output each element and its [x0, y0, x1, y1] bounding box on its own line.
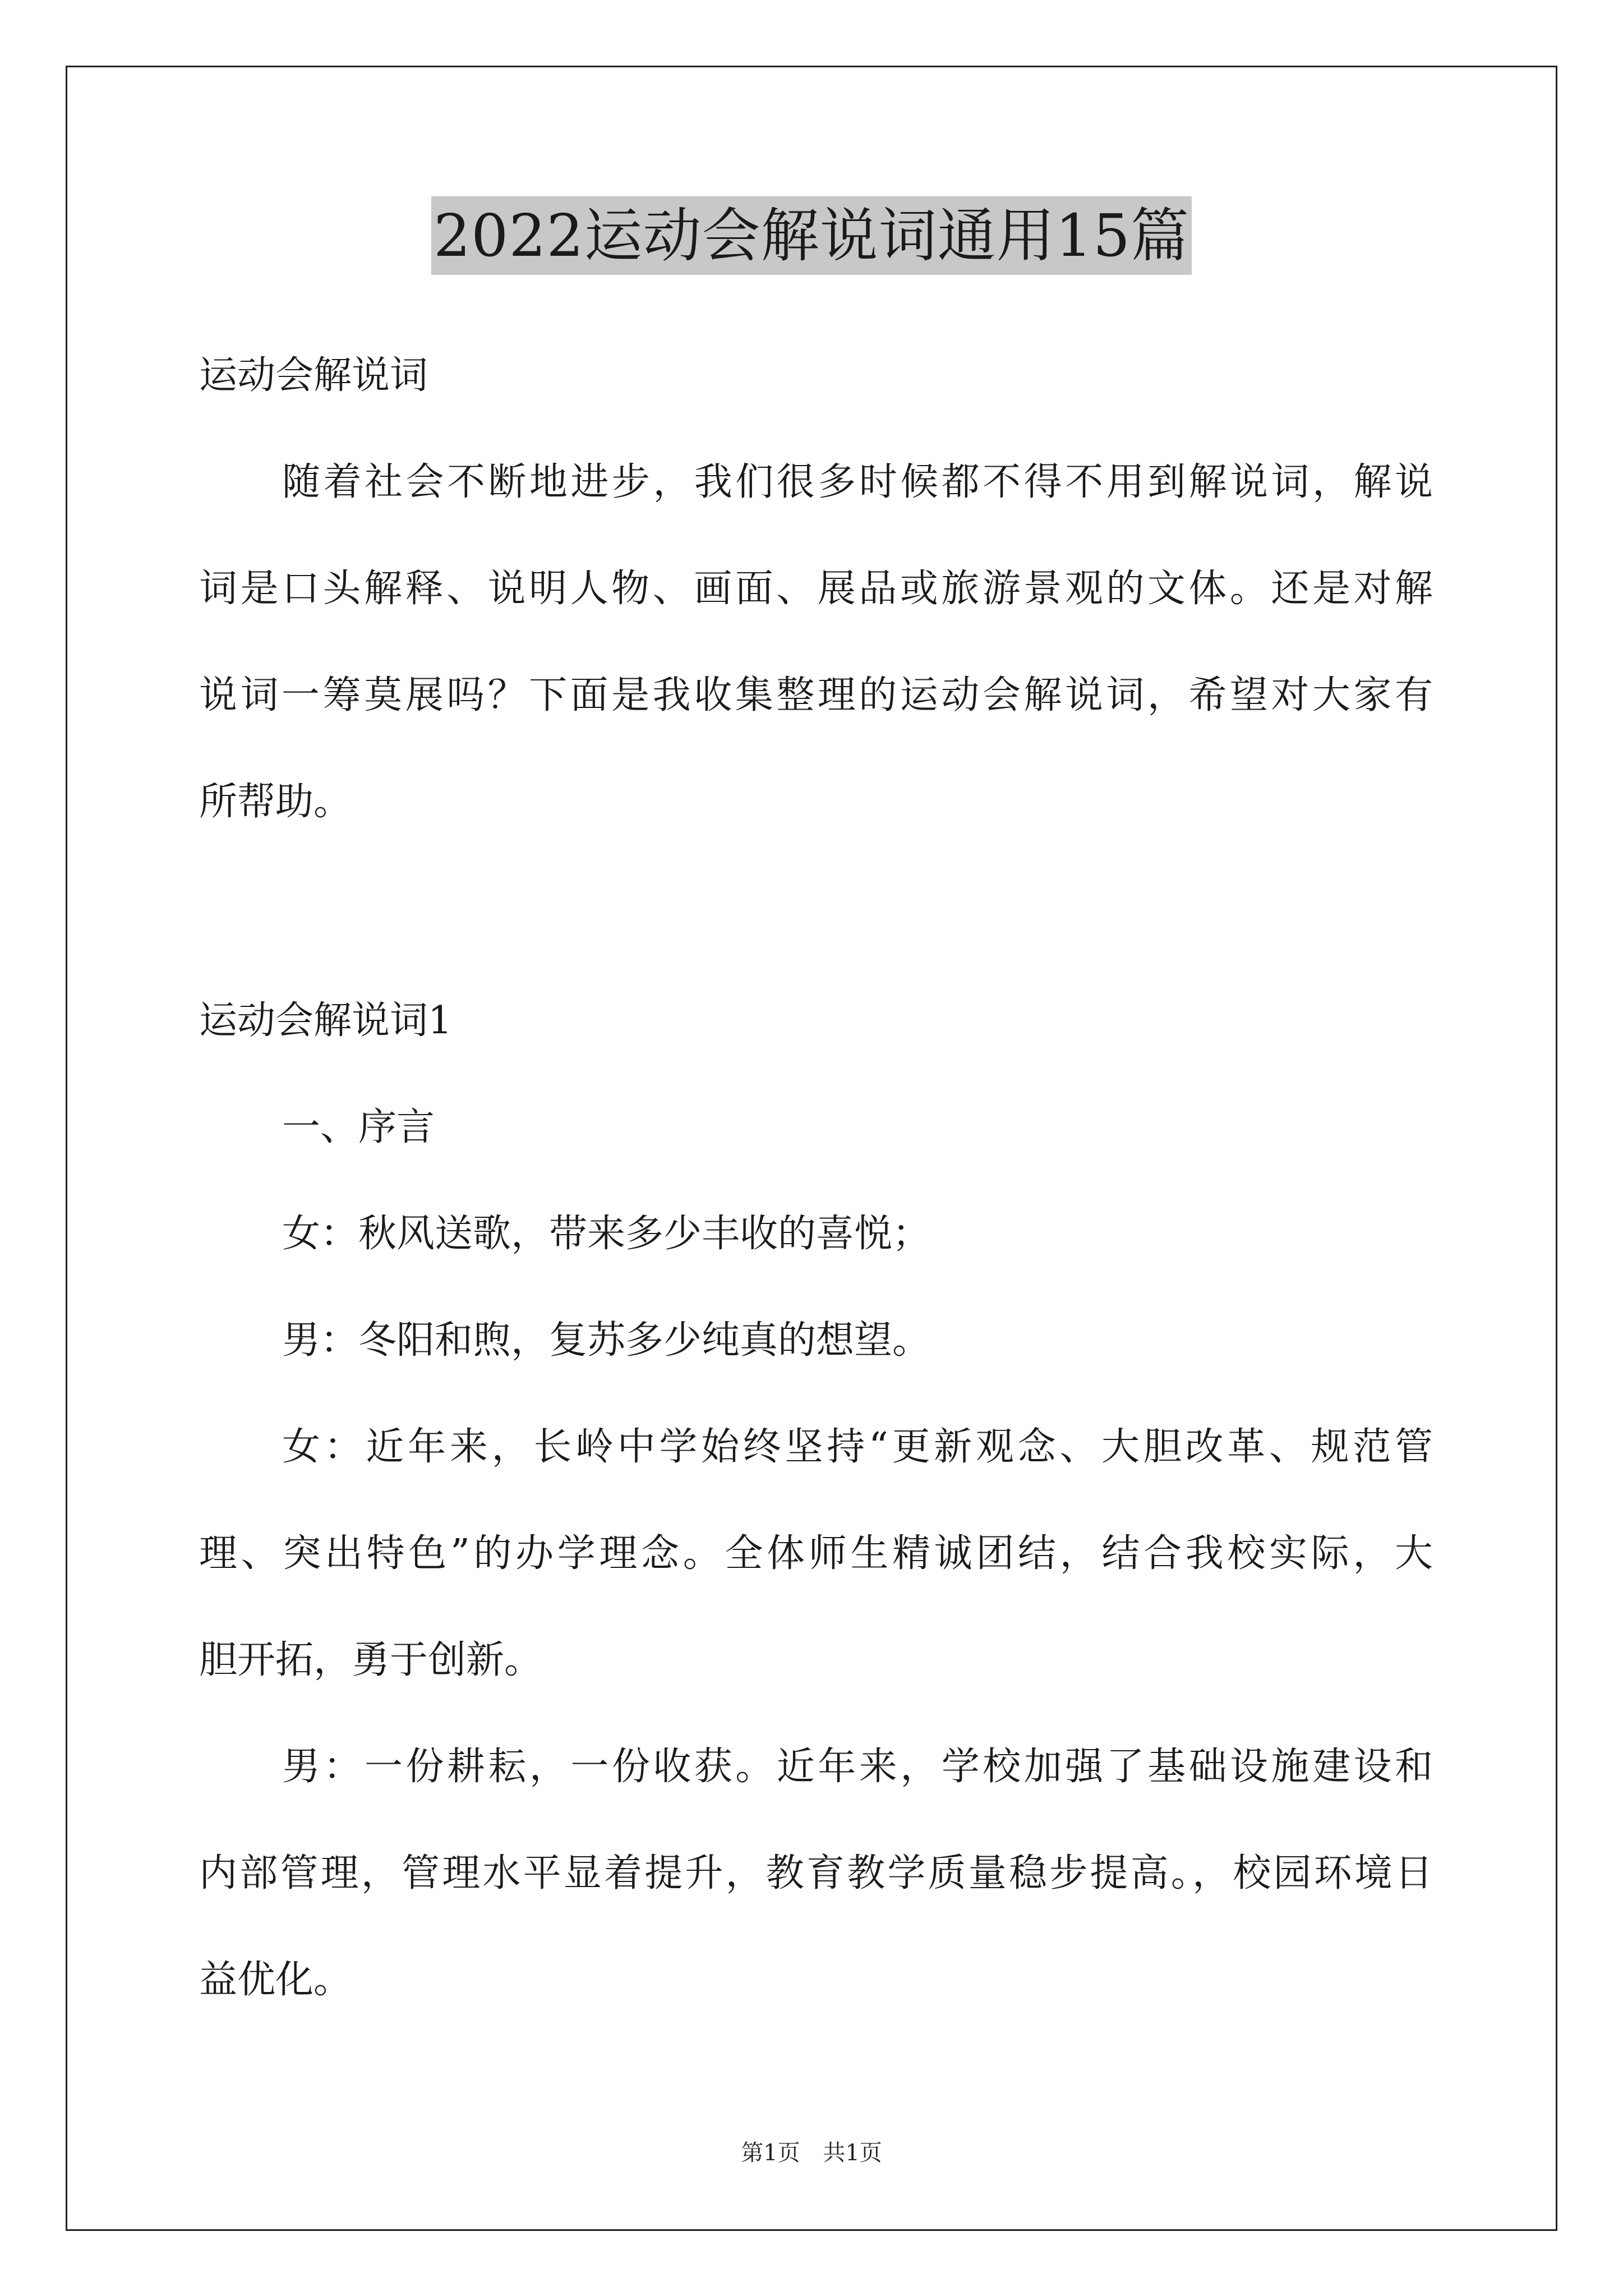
dialogue-line: 男：一份耕耘，一份收获。近年来，学校加强了基础设施建设和	[282, 1745, 1433, 1789]
intro-heading: 运动会解说词	[199, 353, 428, 398]
intro-line: 说词一筹莫展吗？下面是我收集整理的运动会解说词，希望对大家有	[199, 673, 1433, 717]
dialogue-line: 男：冬阳和煦，复苏多少纯真的想望。	[282, 1318, 931, 1363]
dialogue-line: 女：近年来，长岭中学始终坚持“更新观念、大胆改革、规范管	[282, 1425, 1433, 1469]
title-container	[0, 196, 1623, 275]
page-total: 共1页	[823, 2140, 882, 2166]
document-title: 2022运动会解说词通用15篇	[431, 196, 1192, 275]
dialogue-line: 理、突出特色”的办学理念。全体师生精诚团结，结合我校实际，大	[199, 1531, 1433, 1576]
intro-line: 随着社会不断地进步，我们很多时候都不得不用到解说词，解说	[282, 460, 1433, 504]
dialogue-line: 女：秋风送歌，带来多少丰收的喜悦；	[282, 1212, 931, 1256]
dialogue-line: 益优化。	[199, 1958, 352, 2002]
page-number: 第1页	[741, 2140, 800, 2166]
page-footer	[0, 2136, 1623, 2170]
intro-line: 所帮助。	[199, 780, 352, 824]
intro-line: 词是口头解释、说明人物、画面、展品或旅游景观的文体。还是对解	[199, 567, 1433, 611]
section-heading: 运动会解说词1	[199, 999, 453, 1043]
subheading: 一、序言	[282, 1105, 435, 1149]
dialogue-line: 内部管理，管理水平显着提升，教育教学质量稳步提高。，校园环境日	[199, 1851, 1433, 1895]
dialogue-line: 胆开拓，勇于创新。	[199, 1638, 543, 1682]
